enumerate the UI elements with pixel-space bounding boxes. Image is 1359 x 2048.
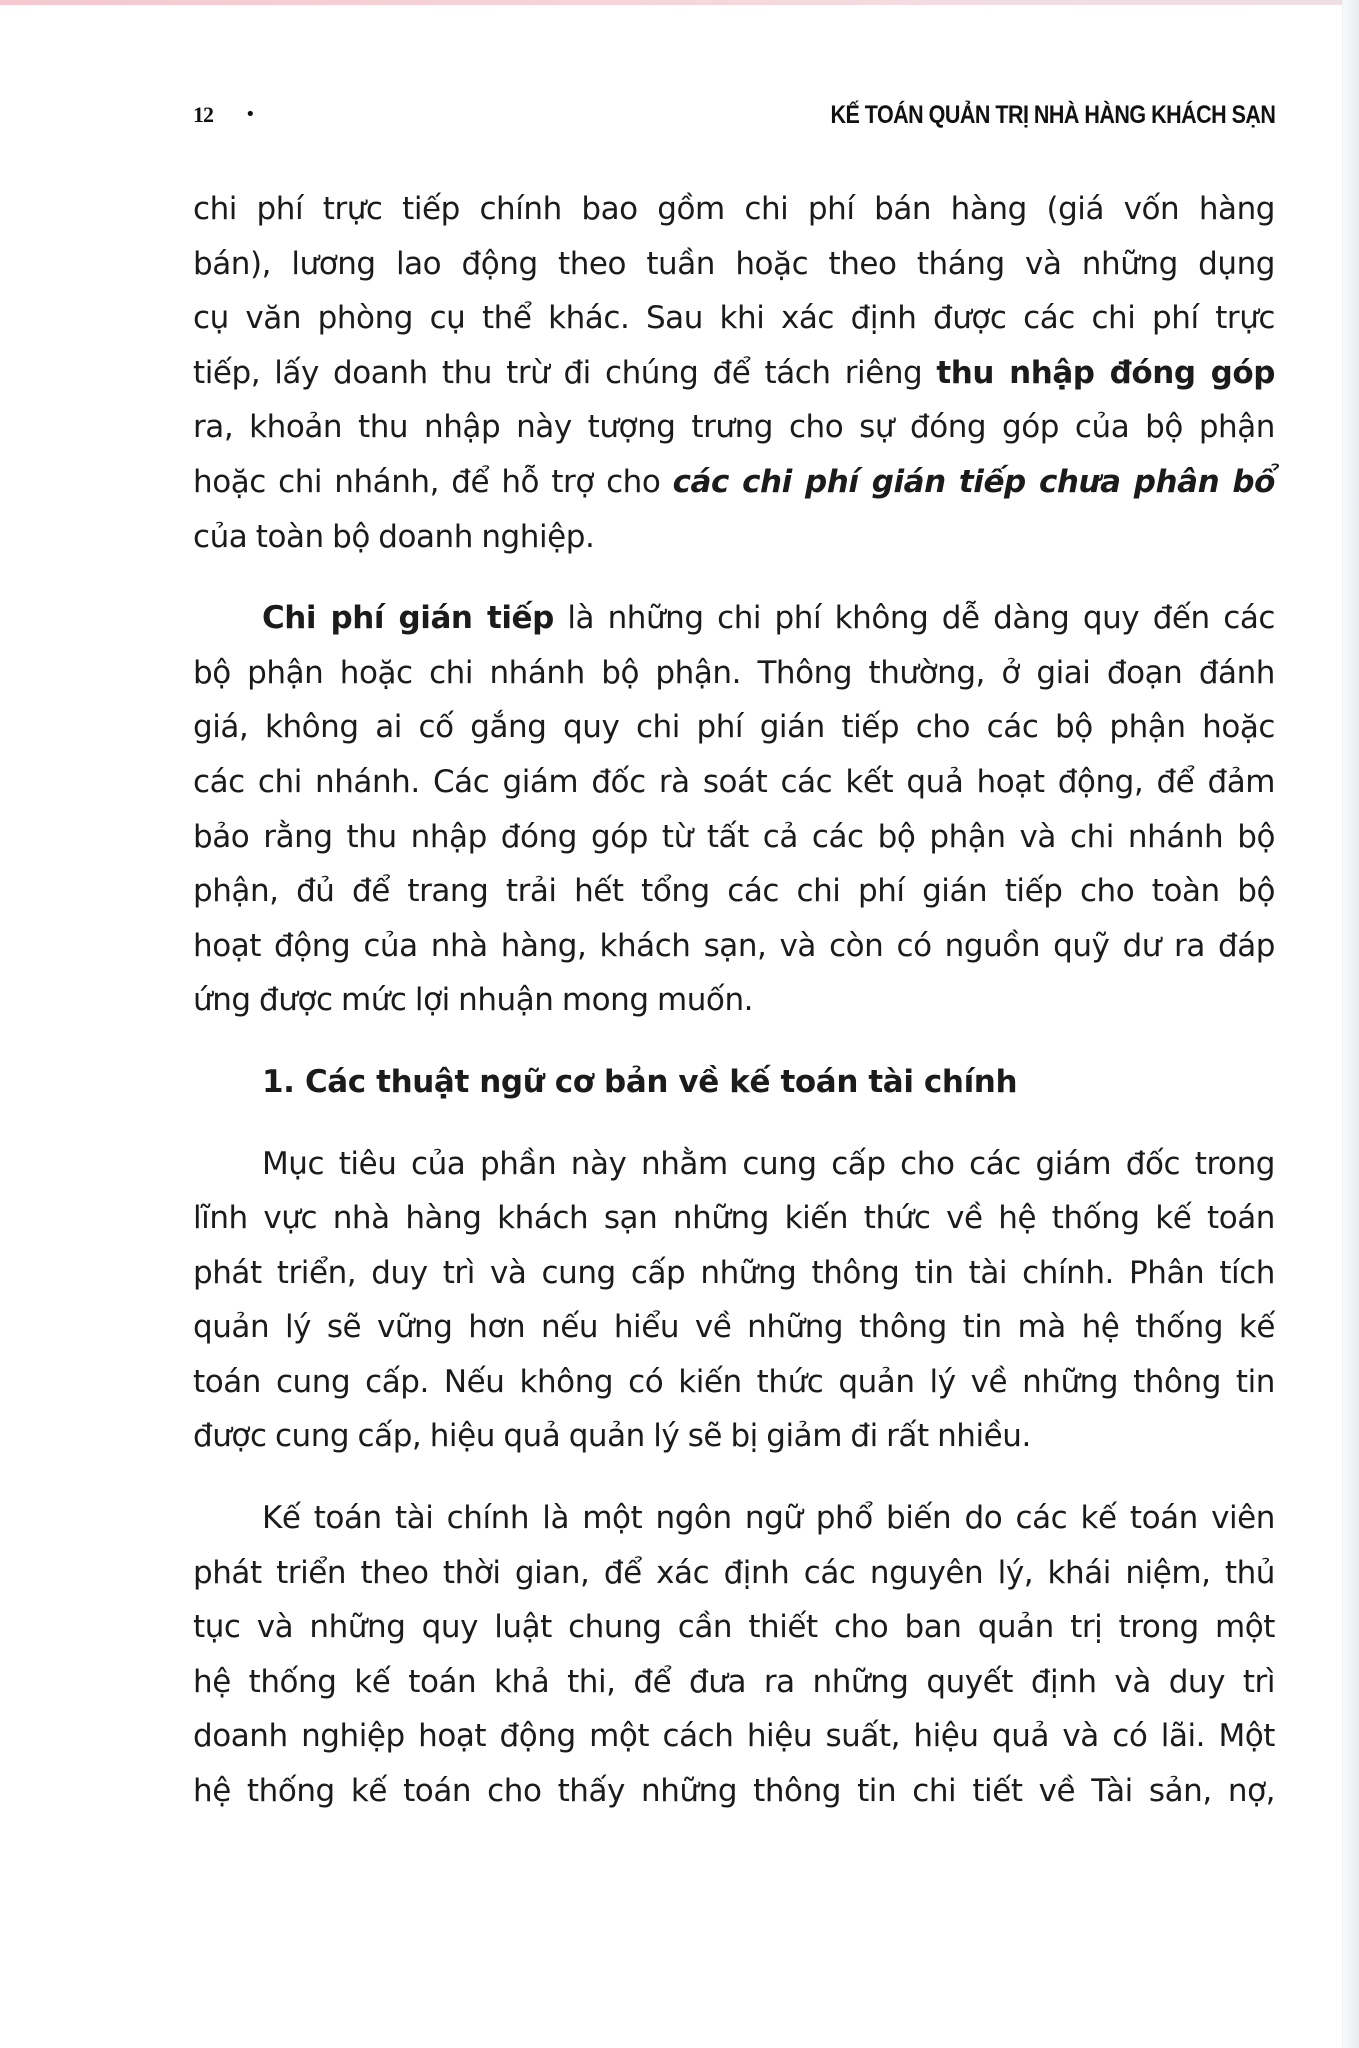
scan-top-edge [0, 0, 1359, 5]
text-line [193, 346, 1275, 401]
text-run: ứng được mức lợi nhuận mong muốn. [193, 982, 754, 1019]
text-run: của toàn bộ doanh nghiệp. [193, 518, 595, 555]
paragraph-p4 [193, 1491, 1275, 1819]
text-run: Mục tiêu của phần này nhằm cung cấp cho các giám đốc trong [262, 1145, 1275, 1182]
text-run: phát triển theo thời gian, để xác định các nguyên lý, khái niệm, thủ [193, 1554, 1275, 1591]
text-line [193, 291, 1275, 346]
text-run: tiếp, lấy doanh thu trừ đi chúng để tách riêng [193, 354, 937, 391]
text-line [193, 1355, 1275, 1410]
text-line [193, 919, 1275, 974]
text-run: chi phí trực tiếp chính bao gồm chi phí bán hàng (giá vốn hàng [193, 191, 1275, 227]
text-run: bảo rằng thu nhập đóng góp từ tất cả các bộ phận và chi nhánh bộ [193, 818, 1275, 855]
text-run: toán cung cấp. Nếu không có kiến thức quản lý về những thông tin [193, 1363, 1275, 1400]
page-right-edge-shadow [1342, 0, 1359, 2048]
bold-italic-term: các chi phí gián tiếp chưa phân bổ [672, 463, 1275, 500]
text-run: hoặc chi nhánh, để hỗ trợ cho [193, 463, 673, 500]
paragraph-group-after-heading [193, 1137, 1275, 1819]
text-run: lĩnh vực nhà hàng khách sạn những kiến thức về hệ thống kế toán [193, 1200, 1275, 1237]
paragraph-p2 [193, 591, 1275, 1028]
text-run: bộ phận hoặc chi nhánh bộ phận. Thông thường, ở giai đoạn đánh [193, 654, 1275, 691]
text-line [193, 510, 1275, 565]
text-line [193, 1546, 1275, 1601]
bold-term: thu nhập đóng góp [936, 354, 1276, 391]
text-run: doanh nghiệp hoạt động một cách hiệu suất, hiệu quả và có lãi. Một [193, 1718, 1275, 1755]
text-line [193, 755, 1275, 810]
paragraph-p3 [193, 1137, 1275, 1465]
text-run: hoạt động của nhà hàng, khách sạn, và còn có nguồn quỹ dư ra đáp [193, 927, 1275, 964]
text-run: ra, khoản thu nhập này tượng trưng cho sự đóng góp của bộ phận [193, 409, 1275, 446]
text-run: Kế toán tài chính là một ngôn ngữ phổ biến do các kế toán viên [262, 1500, 1275, 1537]
text-run: tục và những quy luật chung cần thiết cho ban quản trị trong một [193, 1609, 1275, 1646]
text-run: các chi nhánh. Các giám đốc rà soát các kết quả hoạt động, để đảm [193, 763, 1275, 800]
text-run: phận, đủ để trang trải hết tổng các chi phí gián tiếp cho toàn bộ [193, 873, 1275, 910]
page-number: 12 [193, 102, 213, 127]
bold-term: Chi phí gián tiếp [262, 600, 554, 637]
page-body [193, 182, 1275, 1846]
text-line [193, 864, 1275, 919]
bullet-separator-icon: • [245, 104, 256, 125]
running-header [193, 98, 1275, 132]
section-heading: 1. Các thuật ngữ cơ bản về kế toán tài chính [262, 1063, 1018, 1100]
text-run: hệ thống kế toán khả thi, để đưa ra những quyết định và duy trì [193, 1663, 1275, 1700]
text-line [193, 1300, 1275, 1355]
text-run: quản lý sẽ vững hơn nếu hiểu về những thông tin mà hệ thống kế [193, 1309, 1275, 1346]
text-line [193, 810, 1275, 865]
text-line [193, 1409, 1275, 1464]
text-line [193, 400, 1275, 455]
text-line [193, 1137, 1275, 1192]
text-line [193, 1709, 1275, 1764]
text-run: phát triển, duy trì và cung cấp những thông tin tài chính. Phân tích [193, 1254, 1275, 1291]
text-run: được cung cấp, hiệu quả quản lý sẽ bị giảm đi rất nhiều. [193, 1418, 1031, 1455]
text-line [193, 237, 1275, 292]
text-line [193, 1191, 1275, 1246]
text-line [193, 1491, 1275, 1546]
text-line [193, 591, 1275, 646]
text-line [193, 1764, 1275, 1819]
text-line [193, 1600, 1275, 1655]
paragraph-p1 [193, 182, 1275, 564]
text-line [193, 1655, 1275, 1710]
text-run: giá, không ai cố gắng quy chi phí gián tiếp cho các bộ phận hoặc [193, 709, 1275, 746]
paragraph-group-before-heading [193, 182, 1275, 1028]
text-line [193, 973, 1275, 1028]
text-line [193, 700, 1275, 755]
text-run: là những chi phí không dễ dàng quy đến các [553, 600, 1275, 637]
text-line [193, 182, 1275, 237]
text-run: bán), lương lao động theo tuần hoặc theo tháng và những dụng [193, 245, 1275, 282]
text-line [193, 646, 1275, 701]
text-run: hệ thống kế toán cho thấy những thông tin chi tiết về Tài sản, nợ, [193, 1773, 1275, 1810]
text-line [193, 455, 1275, 510]
text-run: cụ văn phòng cụ thể khác. Sau khi xác định được các chi phí trực [193, 300, 1275, 337]
running-title: KẾ TOÁN QUẢN TRỊ NHÀ HÀNG KHÁCH SẠN [830, 101, 1275, 129]
text-line [193, 1246, 1275, 1301]
